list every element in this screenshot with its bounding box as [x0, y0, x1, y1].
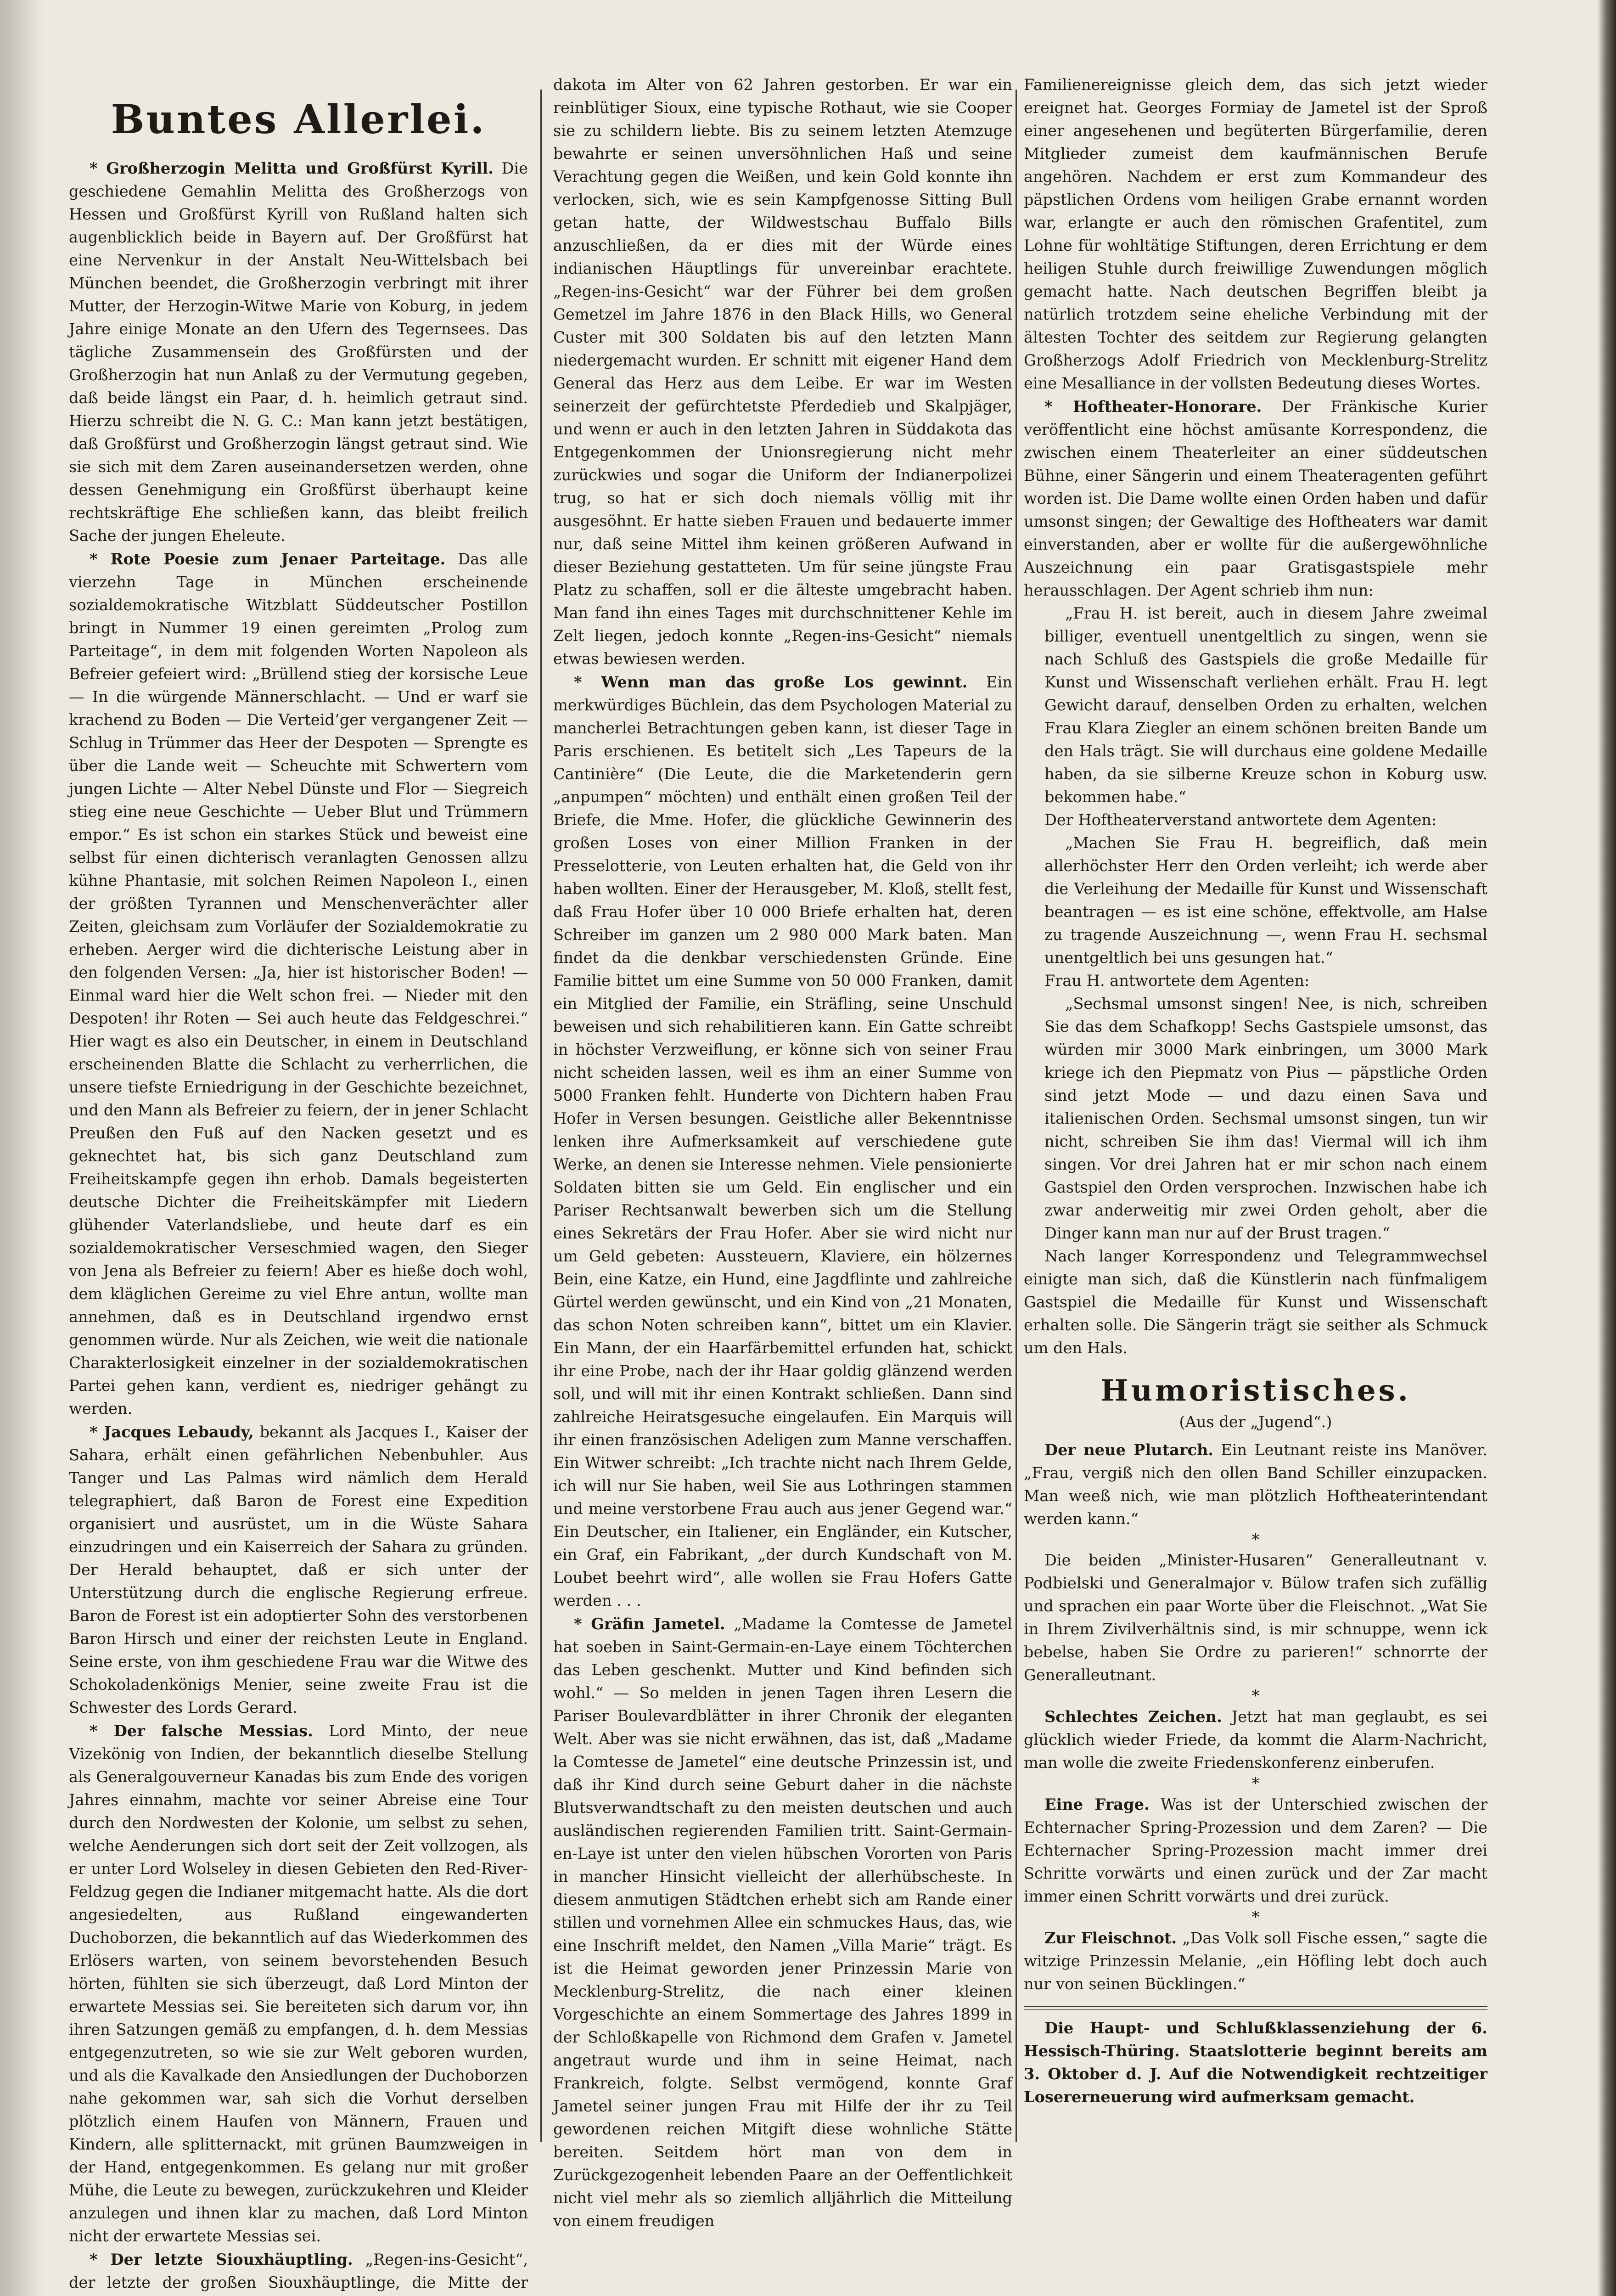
article [69, 157, 528, 547]
article-body: „Madame la Comtesse de Jametel hat soeben in Saint-Germain-en-Laye einem Töchterchen das Leben geschenkt. Mutter und Kind befinden sich wohl.“ — So melden in jenen Tagen ihren Lesern die Pariser Boulevardblätter in ihrer Chronik der eleganten Welt. Aber was sie nicht erwähnen, das ist, daß „Madame la Comtesse de Jametel“ eine deutsche Prinzessin ist, und daß ihr Kind durch seine Geburt daher in die nächste Blutsverwandtschaft zu den meisten deutschen und auch ausländischen regierenden Familien tritt. Saint-Germain-en-Laye ist unter den vielen hübschen Vororten von Paris in mancher Hinsicht vielleicht der allerhübscheste. In diesem anmutigen Städtchen erhebt sich am Rande einer stillen und vornehmen Allee ein schmuckes Haus, das, wie eine Inschrift meldet, den Namen „Villa Marie“ trägt. Es ist die Heimat geworden jener Prinzessin Marie von Mecklenburg-Strelitz, die nach einer kleinen Vorgeschichte an einem Sommertage des Jahres 1899 in der Schloßkapelle von Richmond dem Grafen v. Jametel angetraut wurde und ihm in seine Heimat, nach Frankreich, folgte. Selbst vermögend, konnte Graf Jametel seiner jungen Frau mit Hilfe der ihr zu Teil gewordenen reichen Mitgift diese wohnliche Stätte bereiten. Seitdem hört man von dem in Zurückgezogenheit lebenden Paare an der Oeffentlichkeit nicht viel mehr als so ziemlich alljährlich die Mitteilung von einem freudigen [553, 1615, 1012, 2230]
star-divider: * [1251, 1774, 1260, 1792]
article [553, 670, 1012, 1612]
article-headline: * Hoftheater-Honorare. [1044, 397, 1262, 416]
article-body: Frau H. antwortete dem Agenten: [1044, 972, 1310, 990]
article-body: Lord Minto, der neue Vizekönig von Indien, der bekanntlich dieselbe Stellung als Generalgouverneur Kanadas bis zum Ende des vorigen Jahres einnahm, machte vor seiner Abreise eine Tour durch den Nordwesten der Kolonie, um selbst zu sehen, welche Aenderungen sich dort seit der Zeit vollzogen, als er unter Lord Wolseley in diesen Gebieten den Red-River-Feldzug gegen die Indianer mitgemacht hatte. Als die dort angesiedelten, aus Rußland eingewanderten Duchoborzen, die bekanntlich auf das Wiederkommen des Erlösers warten, von seinem bevorstehenden Besuch hörten, fühlten sie sich überzeugt, daß Lord Minton der erwartete Messias sei. Sie bereiteten sich darum vor, ihn ihren Satzungen gemäß zu empfangen, d. h. dem Messias entgegenzutreten, so wie sie zur Welt geboren wurden, und als die Kavalkade den Ansiedlungen der Duchoborzen nahe gekommen war, sah sich die Vorhut derselben plötzlich einem Haufen von Männern, Frauen und Kindern, alle splitternackt, mit grünen Baumzweigen in der Hand, entgegenkommen. Es gelang nur mit großer Mühe, die Leute zu bewegen, zurückzukehren und Kleider anzulegen und ihnen klar zu machen, daß Lord Minton nicht der erwartete Messias sei. [69, 1722, 528, 2245]
section-heading: Buntes Allerlei. [111, 96, 486, 143]
quoted-letter: „Frau H. ist bereit, auch in diesem Jahre zweimal billiger, eventuell unentgeltlich zu singen, wenn sie nach Schluß des Gastspiels die große Medaille für Kunst und Wissenschaft verliehen erhält. Frau H. legt Gewicht darauf, denselben Orden zu erhalten, welchen Frau Klara Ziegler an einem schönen breiten Bande um den Hals trägt. Sie will durchaus eine goldene Medaille haben, da sie silberne Kreuze schon in Koburg usw. bekommen habe.“ [1044, 604, 1487, 806]
article-body: Ein merkwürdiges Büchlein, das dem Psychologen Material zu mancherlei Betrachtungen geben kann, ist dieser Tage in Paris erschienen. Es betitelt sich „Les Tapeurs de la Cantinière“ (Die Leute, die die Marketenderin gern „anpumpen“ möchten) und enthält einen großen Teil der Briefe, die Mme. Hofer, die glückliche Gewinnerin des großen Loses von einer Million Franken in der Presselotterie, von Leuten erhalten hat, die Geld von ihr haben wollten. Einer der Herausgeber, M. Kloß, stellt fest, daß Frau Hofer über 10 000 Briefe erhalten hat, deren Schreiber im ganzen um 2 980 000 Mark baten. Man findet da die denkbar verschiedensten Gründe. Eine Familie bittet um eine Summe von 50 000 Franken, damit ein Mitglied der Familie, ein Sträfling, seine Unschuld beweisen und sich rehabilitieren kann. Ein Gatte schreibt in höchster Verzweiflung, er könne sich von seiner Frau nicht scheiden lassen, weil es ihm an einer Summe von 5000 Franken fehlt. Hunderte von Dichtern haben Frau Hofer in Versen besungen. Geistliche aller Bekenntnisse lenken ihre Aufmerksamkeit auf verschiedene gute Werke, an denen sie Interesse nehmen. Viele pensionierte Soldaten bitten sie um Geld. Ein englischer und ein Pariser Rechtsanwalt bewerben sich um die Stellung eines Sekretärs der Frau Hofer. Aber sie wird nicht nur um Geld gebeten: Aussteuern, Klaviere, ein hölzernes Bein, eine Katze, ein Hund, eine Jagdflinte und zahlreiche Gürtel werden gewünscht, und ein Kind von „21 Monaten, das schon Noten schreiben kann“, bittet um ein Klavier. Ein Mann, der ein Haarfärbemittel erfunden hat, schickt ihr eine Probe, nach der ihr Haar goldig glänzend werden soll, und will mit ihr einen Kontrakt schließen. Dann sind zahlreiche Heiratsgesuche eingelaufen. Ein Marquis will ihr einen französischen Adeligen zum Manne verschaffen. Ein Witwer schreibt: „Ich trachte nicht nach Ihrem Gelde, ich will nur Sie haben, weil Sie aus Lothringen stammen und meine verstorbene Frau auch aus jener Gegend war.“ Ein Deutscher, ein Italiener, ein Engländer, ein Kutscher, ein Graf, ein Fabrikant, „der durch Kundschaft von M. Loubet beehrt wird“, alle wollen sie Frau Hofers Gatte werden . . . [553, 673, 1012, 1609]
joke-headline: Der neue Plutarch. [1044, 1441, 1214, 1459]
joke [1024, 1549, 1487, 1687]
joke [1024, 1793, 1487, 1908]
article-body: bekannt als Jacques I., Kaiser der Sahara, erhält einen gefährlichen Nebenbuhler. Aus Tanger und Las Palmas wird nämlich dem Herald telegraphiert, daß Baron de Forest eine Expedition organisiert und ausrüstet, um in die Wüste Sahara einzudringen und ein Kaiserreich der Sahara zu gründen. Der Herald behauptet, daß er sich unter der Unterstützung durch die englische Regierung erfreue. Baron de Forest ist ein adoptierter Sohn des verstorbenen Baron Hirsch und einer der reichsten Leute in England. Seine erste, von ihm geschiedene Frau war die Witwe des Schokoladenkönigs Menier, seine zweite Frau ist die Schwester des Lords Gerard. [69, 1423, 528, 1716]
column-3 [1024, 73, 1487, 2184]
article-body: Nach langer Korrespondenz und Telegrammwechsel einigte man sich, daß die Künstlerin nach fünfmaligem Gastspiel die Medaille für Kunst und Wissenschaft erhalten solle. Die Sängerin trägt sie seither als Schmuck um den Hals. [1024, 1247, 1487, 1357]
article-headline: * Großherzogin Melitta und Großfürst Kyrill. [90, 159, 494, 177]
lottery-notice: Die Haupt- und Schlußklassenziehung der 6. Hessisch-Thüring. Staatslotterie beginnt bereits am 3. Oktober d. J. Auf die Notwendigkeit rechtzeitiger Losererneuerung wird aufmerksam gemacht. [1024, 2019, 1487, 2106]
star-divider: * [1251, 1908, 1260, 1926]
article-body: dakota im Alter von 62 Jahren gestorben. Er war ein reinblütiger Sioux, eine typische Rothaut, wie sie Cooper sie zu schildern liebte. Bis zu seinem letzten Atemzuge bewahrte er seinen unversöhnlichen Haß und seine Verachtung gegen die Weißen, und kein Gold konnte ihn verlocken, sich, wie es sein Kampfgenosse Sitting Bull getan hatte, der Wildwestschau Buffalo Bills anzuschließen, da er dies mit der Würde eines indianischen Häuptlings für unvereinbar erachtete. „Regen-ins-Gesicht“ war der Führer bei dem großen Gemetzel im Jahre 1876 in den Black Hills, wo General Custer mit 300 Soldaten bis auf den letzten Mann niedergemacht wurden. Er schnitt mit eigener Hand dem General das Herz aus dem Leibe. Er war im Westen seinerzeit der gefürchtetste Pferdedieb und Skalpjäger, und wenn er auch in den letzten Jahren in Süddakota das Entgegenkommen der Unionsregierung nicht mehr zurückwies und sogar die Uniform der Indianerpolizei trug, so hat er sich doch niemals völlig mit ihr ausgesöhnt. Er hatte sieben Frauen und bedauerte immer nur, daß seine Mittel ihm keinen größeren Aufwand in dieser Beziehung gestatteten. Um für seine jüngste Frau Platz zu schaffen, soll er die älteste umgebracht haben. Man fand ihn eines Tages mit durchschnittener Kehle im Zelt liegen, jedoch konnte „Regen-ins-Gesicht“ niemals etwas bewiesen werden. [553, 76, 1012, 668]
joke [1024, 1926, 1487, 1996]
joke-body: Die beiden „Minister-Husaren“ Generalleutnant v. Podbielski und Generalmajor v. Bülow trafen sich zufällig und sprachen ein paar Worte über die Fleischnot. „Wat Sie in Ihrem Zivilverhältnis sind, is mir schnuppe, wenn ick bebelse, haben Sie Ordre zu parieren!“ schnorrte der Generalleutnant. [1024, 1551, 1487, 1684]
humor-heading: Humoristisches. [1100, 1373, 1411, 1408]
joke [1024, 1705, 1487, 1774]
joke-headline: Schlechtes Zeichen. [1044, 1707, 1222, 1726]
joke-headline: Eine Frage. [1044, 1795, 1150, 1813]
column-1 [69, 73, 528, 2291]
notice-divider [1024, 2006, 1487, 2010]
article-continuation: Familienereignisse gleich dem, das sich jetzt wieder ereignet hat. Georges Formiay de Jametel ist der Sproß einer angesehenen und begüterten Bürgerfamilie, deren Mitglieder zumeist dem kaufmännischen Berufe angehören. Nachdem er erst zum Kommandeur des päpstlichen Ordens vom heiligen Grabe ernannt worden war, erlangte er auch den römischen Grafentitel, zum Lohne für wohltätige Stiftungen, deren Errichtung er dem heiligen Stuhle durch freiwillige Zuwendungen möglich gemacht hatte. Nach deutschen Begriffen bleibt ja natürlich trotzdem seine eheliche Verbindung mit der ältesten Tochter des seitdem zur Regierung gelangten Großherzogs Adolf Friedrich von Mecklenburg-Strelitz eine Mesalliance in der vollsten Bedeutung dieses Wortes. [1024, 76, 1487, 392]
page-right-edge [1598, 0, 1616, 2296]
star-divider: * [1251, 1687, 1260, 1705]
article [69, 547, 528, 1420]
joke-body: „Das Volk soll Fische essen,“ sagte die witzige Prinzessin Melanie, „ein Höfling lebt doch auch nur von seinen Bücklingen.“ [1024, 1929, 1487, 1993]
column-rule [1016, 90, 1017, 2142]
article-headline: * Gräfin Jametel. [574, 1615, 725, 1633]
quoted-letter: „Machen Sie Frau H. begreiflich, daß mein allerhöchster Herr den Orden verleiht; ich werde aber die Verleihung der Medaille für Kunst und Wissenschaft beantragen — es ist eine schöne, effektvolle, am Halse zu tragende Auszeichnung —, wenn Frau H. sechsmal unentgeltlich bei uns gesungen hat.“ [1044, 834, 1487, 967]
article-continuation [553, 73, 1012, 670]
article [69, 1719, 528, 2248]
column-rule [540, 90, 542, 2142]
article-body: „Regen-ins-Gesicht“, der letzte der großen Siouxhäuptlinge, die Mitte der [69, 2251, 528, 2291]
column-2 [553, 73, 1012, 2230]
article [1024, 395, 1487, 602]
article-headline: * Wenn man das große Los gewinnt. [574, 673, 968, 691]
article-body: Die geschiedene Gemahlin Melitta des Großherzogs von Hessen und Großfürst Kyrill von Rußland halten sich augenblicklich beide in Bayern auf. Der Großfürst hat eine Nervenkur in der Anstalt Neu-Wittelsbach bei München beendet, die Großherzogin verbringt mit ihrer Mutter, der Herzogin-Witwe Marie von Koburg, in jedem Jahre einige Monate an den Ufern des Tegernsees. Das tägliche Zusammensein des Großfürsten und der Großherzogin hat nun Anlaß zu der Vermutung gegeben, daß beide längst ein Paar, d. h. heimlich getraut sind. Hierzu schreibt die N. G. C.: Man kann jetzt bestätigen, daß Großfürst und Großherzogin längst getraut sind. Wie sie sich mit dem Zaren auseinandersetzen werden, ohne dessen Genehmigung ein Großfürst überhaupt keine rechtskräftige Ehe schließen kann, das bleibt freilich Sache der jungen Eheleute. [69, 159, 528, 545]
page-left-edge [0, 0, 44, 2296]
article [69, 1420, 528, 1719]
joke-body: Ein Leutnant reiste ins Manöver. „Frau, vergiß nich den ollen Band Schiller einzupacken. Man weeß nich, wie man plötzlich Hoftheaterintendant werden kann.“ [1024, 1441, 1487, 1528]
article-body: Das alle vierzehn Tage in München erscheinende sozialdemokratische Witzblatt Süddeutscher Postillon bringt in Nummer 19 einen gereimten „Prolog zum Parteitage“, in dem mit folgenden Worten Napoleon als Befreier gefeiert wird: „Brüllend stieg der korsische Leue — In die würgende Männerschlacht. — Und er warf sie krachend zu Boden — Die Verteid’ger vergangener Zeit — Schlug in Trümmer das Heer der Despoten — Sprengte es über die Lande weit — Scheuchte mit Schwertern vom jungen Lichte — Alter Nebel Dünste und Flor — Siegreich stieg eine neue Geschichte — Ueber Blut und Trümmern empor.“ Es ist schon ein starkes Stück und beweist eine selbst für einen dichterisch veranlagten Genossen allzu kühne Phantasie, mit solchen Reimen Napoleon I., einen der größten Tyrannen und Menschenverächter aller Zeiten, gleichsam zum Vorläufer der Sozialdemokratie zu erheben. Aerger wird die dichterische Leistung aber in den folgenden Versen: „Ja, hier ist historischer Boden! — Einmal ward hier die Welt schon frei. — Nieder mit den Despoten! ihr Roten — Sei auch heute das Feldgeschrei.“ Hier wagt es also ein Deutscher, in einem in Deutschland erscheinenden Blatte die Schlacht zu verherrlichen, die unsere tiefste Erniedrigung in der Geschichte bezeichnet, und den Mann als Befreier zu feiern, der in jener Schlacht Preußen den Fuß auf den Nacken gesetzt und es geknechtet hat, bis sich ganz Deutschland zum Freiheitskampfe gegen ihn erhob. Damals begeisterten deutsche Dichter die Freiheitskämpfer mit Liedern glühender Vaterlandsliebe, und heute darf es ein sozialdemokratischer Verseschmied wagen, den Sieger von Jena als Befreier zu feiern! Aber es hieße doch wohl, dem kläglichen Gereime zu viel Ehre antun, wollte man annehmen, daß es in Deutschland irgendwo ernst genommen würde. Nur als Zeichen, wie weit die nationale Charakterlosigkeit einzelner in der sozialdemokratischen Partei gehen kann, verdient es, niedriger gehängt zu werden. [69, 550, 528, 1418]
article-headline: * Jacques Lebaudy, [90, 1423, 254, 1441]
article-headline: * Der falsche Messias. [90, 1722, 313, 1740]
star-divider: * [1251, 1531, 1260, 1548]
article-headline: * Der letzte Siouxhäuptling. [90, 2250, 353, 2268]
article-body: Der Hoftheaterverstand antwortete dem Agenten: [1044, 811, 1437, 829]
joke-body: Was ist der Unterschied zwischen der Echternacher Spring-Prozession und dem Zaren? — Die Echternacher Spring-Prozession macht immer drei Schritte vorwärts und einen zurück und der Zar macht immer einen Schritt vorwärts und drei zurück. [1024, 1795, 1488, 1905]
article [553, 1612, 1012, 2233]
article-body: Der Fränkische Kurier veröffentlicht eine höchst amüsante Korrespondenz, die zwischen einem Theaterleiter an einer süddeutschen Bühne, einer Sängerin und einem Theateragenten geführt worden ist. Die Dame wollte einen Orden haben und dafür umsonst singen; der Gewaltige des Hoftheaters war damit einverstanden, aber er wollte für die außergewöhnliche Auszeichnung ein paar Gratisgastspiele mehr herausschlagen. Der Agent schrieb ihm nun: [1024, 398, 1487, 599]
humor-source: (Aus der „Jugend“.) [1179, 1413, 1332, 1431]
quoted-letter: „Sechsmal umsonst singen! Nee, is nich, schreiben Sie das dem Schafkopp! Sechs Gastspiele umsonst, das würden mir 3000 Mark einbringen, um 3000 Mark kriege ich den Piepmatz von Pius — päpstliche Orden sind jetzt Mode — und dazu einen Sava und italienischen Orden. Sechsmal umsonst singen, tun wir nicht, schreiben Sie ihm das! Viermal will ich ihm singen. Vor drei Jahren hat er mir schon nach einem Gastspiel den Orden versprochen. Inzwischen habe ich zwar anderweitig mir zwei Orden geholt, aber die Dinger kann man nur auf der Brust tragen.“ [1044, 995, 1487, 1242]
article [69, 2248, 528, 2296]
joke-headline: Zur Fleischnot. [1044, 1929, 1177, 1947]
article-headline: * Rote Poesie zum Jenaer Parteitage. [90, 550, 446, 568]
joke-body: Jetzt hat man geglaubt, es sei glücklich wieder Friede, da kommt die Alarm-Nachricht, man wolle die zweite Friedenskonferenz einberufen. [1024, 1708, 1487, 1772]
joke [1024, 1438, 1487, 1531]
